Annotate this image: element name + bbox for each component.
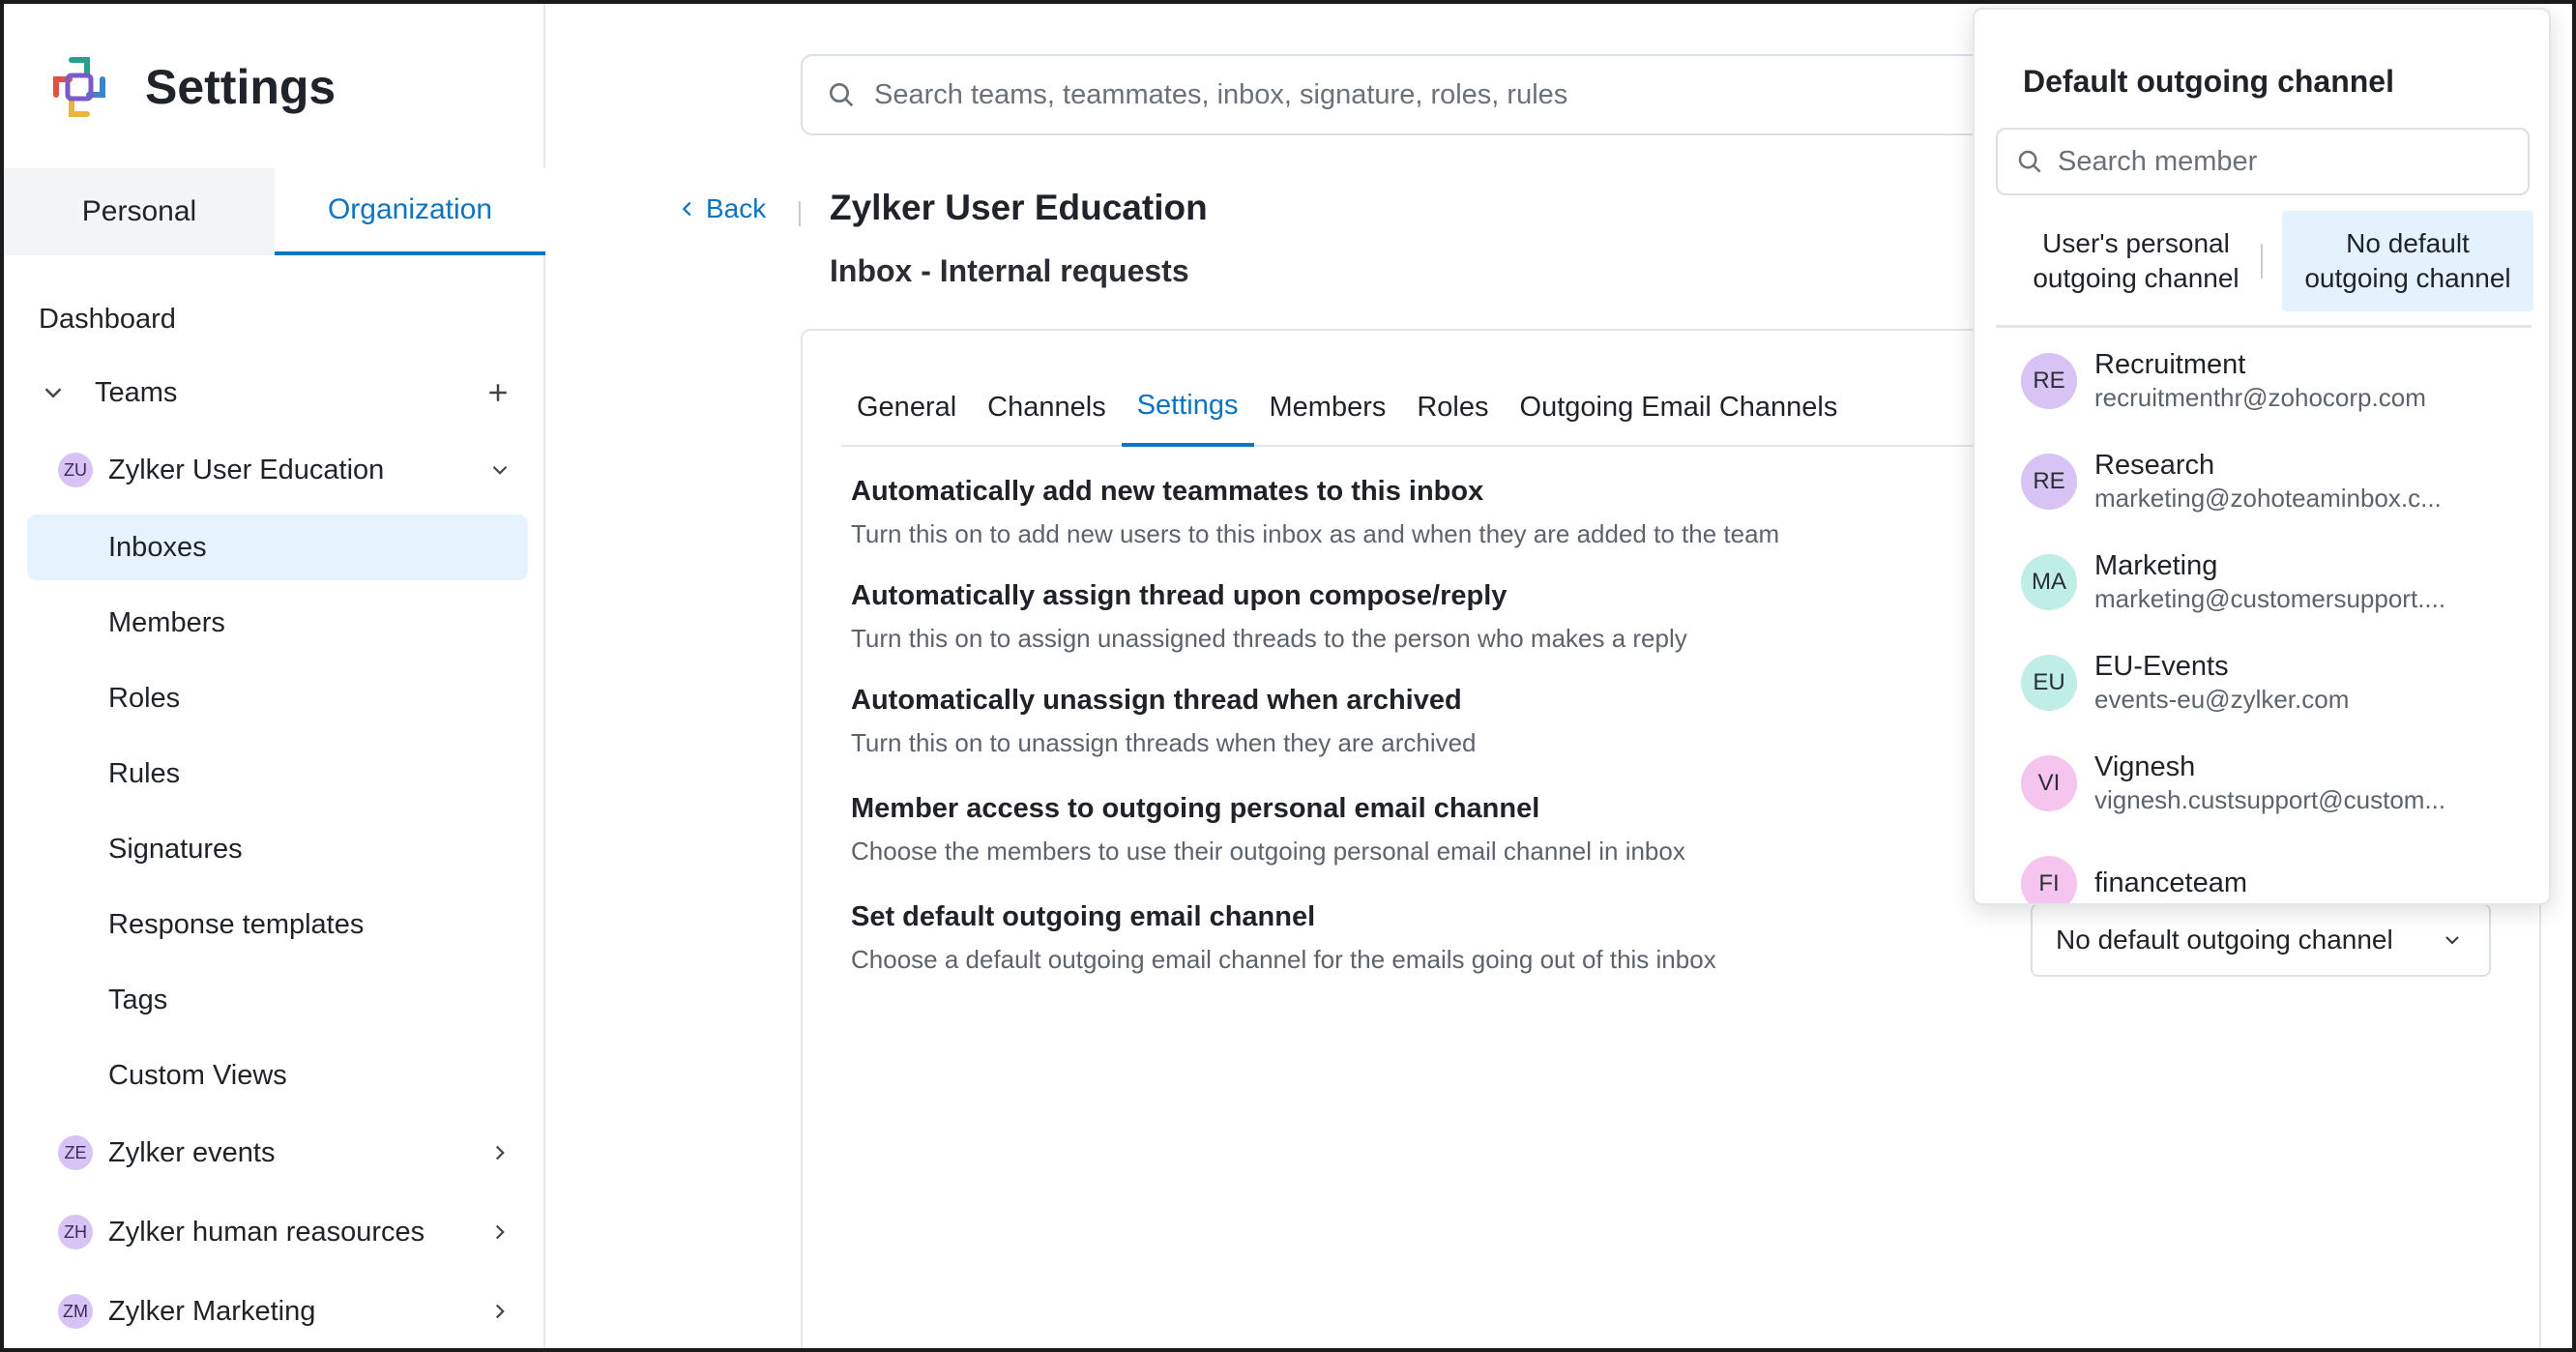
member-email: recruitmenthr@zohocorp.com — [2094, 383, 2426, 412]
chevron-down-icon — [39, 378, 68, 407]
back-label: Back — [706, 193, 767, 223]
setting-description: Choose a default outgoing email channel for the emails going out of this inbox — [851, 945, 1716, 974]
tab-settings[interactable]: Settings — [1122, 367, 1254, 447]
member-email: marketing@zohoteaminbox.c... — [2094, 484, 2442, 513]
avatar: ZU — [58, 453, 93, 487]
sidebar-item-teams[interactable] — [39, 373, 512, 412]
sidebar-item-response-templates[interactable]: Response templates — [108, 908, 365, 940]
member-name: Research — [2094, 450, 2215, 481]
setting-description: Turn this on to unassign threads when they are archived — [851, 728, 1477, 757]
member-name: Recruitment — [2094, 349, 2246, 380]
avatar: ZH — [58, 1215, 93, 1249]
brand — [43, 50, 336, 124]
setting-title: Automatically add new teammates to this inbox — [851, 476, 1484, 507]
member-email: marketing@customersupport.... — [2094, 584, 2446, 613]
search-icon — [2015, 147, 2044, 176]
tab-personal[interactable]: Personal — [81, 195, 197, 227]
tab-members[interactable]: Members — [1269, 391, 1387, 423]
scope-tabs — [4, 168, 545, 255]
teams-label: Teams — [95, 376, 178, 408]
chevron-right-icon — [487, 1220, 512, 1245]
sidebar-item-rules[interactable]: Rules — [108, 757, 181, 789]
app-title: Settings — [145, 60, 337, 114]
avatar: ZE — [58, 1135, 93, 1170]
default-channel-select[interactable] — [2031, 903, 2491, 977]
app-logo-icon — [43, 50, 116, 124]
avatar: VI — [2021, 755, 2077, 811]
avatar: MA — [2021, 554, 2077, 610]
setting-title: Automatically assign thread upon compose/reply — [851, 580, 1508, 611]
back-button[interactable] — [677, 193, 766, 224]
chevron-left-icon — [677, 198, 698, 220]
search-input[interactable] — [874, 79, 1938, 111]
page-subtitle: Inbox - Internal requests — [830, 253, 1189, 288]
avatar: ZM — [58, 1294, 93, 1329]
setting-auto-assign-thread — [851, 580, 1915, 654]
team-name: Zylker User Education — [108, 454, 385, 485]
member-name: Marketing — [2094, 550, 2218, 581]
popover-divider — [1996, 325, 2532, 328]
setting-member-personal-channel — [851, 793, 1915, 867]
setting-description: Turn this on to assign unassigned threads to the person who makes a reply — [851, 624, 1687, 653]
sidebar — [4, 4, 545, 1352]
member-email: vignesh.custsupport@custom... — [2094, 785, 2446, 814]
tab-outgoing-email-channels[interactable]: Outgoing Email Channels — [1519, 391, 1838, 423]
sidebar-item-tags[interactable]: Tags — [108, 984, 168, 1015]
option-no-default-channel[interactable]: No default outgoing channel — [2282, 211, 2533, 311]
tab-roles[interactable]: Roles — [1417, 391, 1489, 423]
chevron-down-icon — [487, 457, 512, 483]
sidebar-item-roles[interactable]: Roles — [108, 682, 181, 714]
sidebar-item-signatures[interactable]: Signatures — [108, 833, 243, 865]
team-item-zylker-human-reasources[interactable] — [58, 1209, 512, 1255]
chevron-right-icon — [487, 1299, 512, 1324]
member-name: EU-Events — [2094, 651, 2229, 682]
sidebar-item-dashboard[interactable]: Dashboard — [39, 303, 176, 335]
setting-description: Turn this on to add new users to this inbox as and when they are added to the team — [851, 519, 1780, 548]
team-item-zylker-user-education[interactable] — [58, 447, 512, 493]
setting-title: Set default outgoing email channel — [851, 901, 1316, 932]
avatar: FI — [2021, 856, 2077, 905]
plus-icon[interactable] — [483, 378, 512, 407]
avatar: EU — [2021, 655, 2077, 711]
team-item-zylker-marketing[interactable] — [58, 1288, 512, 1335]
setting-auto-add-teammates — [851, 476, 1915, 549]
setting-description: Choose the members to use their outgoing personal email channel in inbox — [851, 837, 1685, 866]
page-title: Zylker User Education — [830, 188, 1208, 227]
avatar: RE — [2021, 353, 2077, 409]
member-name: financeteam — [2094, 867, 2247, 898]
global-search[interactable] — [801, 54, 1990, 135]
setting-title: Member access to outgoing personal email channel — [851, 793, 1540, 824]
setting-default-outgoing-channel — [851, 901, 1915, 975]
member-option[interactable] — [2021, 342, 2524, 420]
tab-organization[interactable]: Organization — [275, 168, 545, 255]
tab-general[interactable]: General — [857, 391, 957, 423]
member-search[interactable] — [1996, 128, 2530, 195]
member-option[interactable] — [2021, 644, 2524, 721]
member-option[interactable] — [2021, 845, 2524, 905]
popover-title: Default outgoing channel — [2023, 64, 2394, 99]
select-value: No default outgoing channel — [2056, 925, 2393, 955]
member-email: events-eu@zylker.com — [2094, 685, 2350, 714]
option-personal-channel[interactable]: User's personal outgoing channel — [2033, 228, 2239, 293]
option-divider — [2261, 244, 2263, 279]
default-channel-popover — [1973, 8, 2551, 905]
setting-auto-unassign-thread — [851, 685, 1915, 758]
sidebar-item-custom-views[interactable]: Custom Views — [108, 1059, 287, 1091]
sidebar-item-members[interactable]: Members — [108, 606, 225, 638]
setting-title: Automatically unassign thread when archived — [851, 685, 1462, 716]
member-option[interactable] — [2021, 745, 2524, 822]
chevron-right-icon — [487, 1140, 512, 1165]
member-name: Vignesh — [2094, 751, 2196, 782]
team-name: Zylker Marketing — [108, 1295, 316, 1327]
search-icon — [826, 79, 857, 110]
team-name: Zylker human reasources — [108, 1216, 425, 1248]
avatar: RE — [2021, 454, 2077, 510]
member-option[interactable] — [2021, 544, 2524, 621]
team-name: Zylker events — [108, 1136, 276, 1168]
tab-channels[interactable]: Channels — [987, 391, 1106, 423]
chevron-down-icon — [2441, 928, 2464, 952]
member-option[interactable] — [2021, 443, 2524, 520]
member-search-input[interactable] — [2058, 146, 2512, 178]
sidebar-item-inboxes[interactable]: Inboxes — [27, 514, 528, 580]
title-divider — [799, 201, 801, 226]
team-item-zylker-events[interactable] — [58, 1130, 512, 1176]
